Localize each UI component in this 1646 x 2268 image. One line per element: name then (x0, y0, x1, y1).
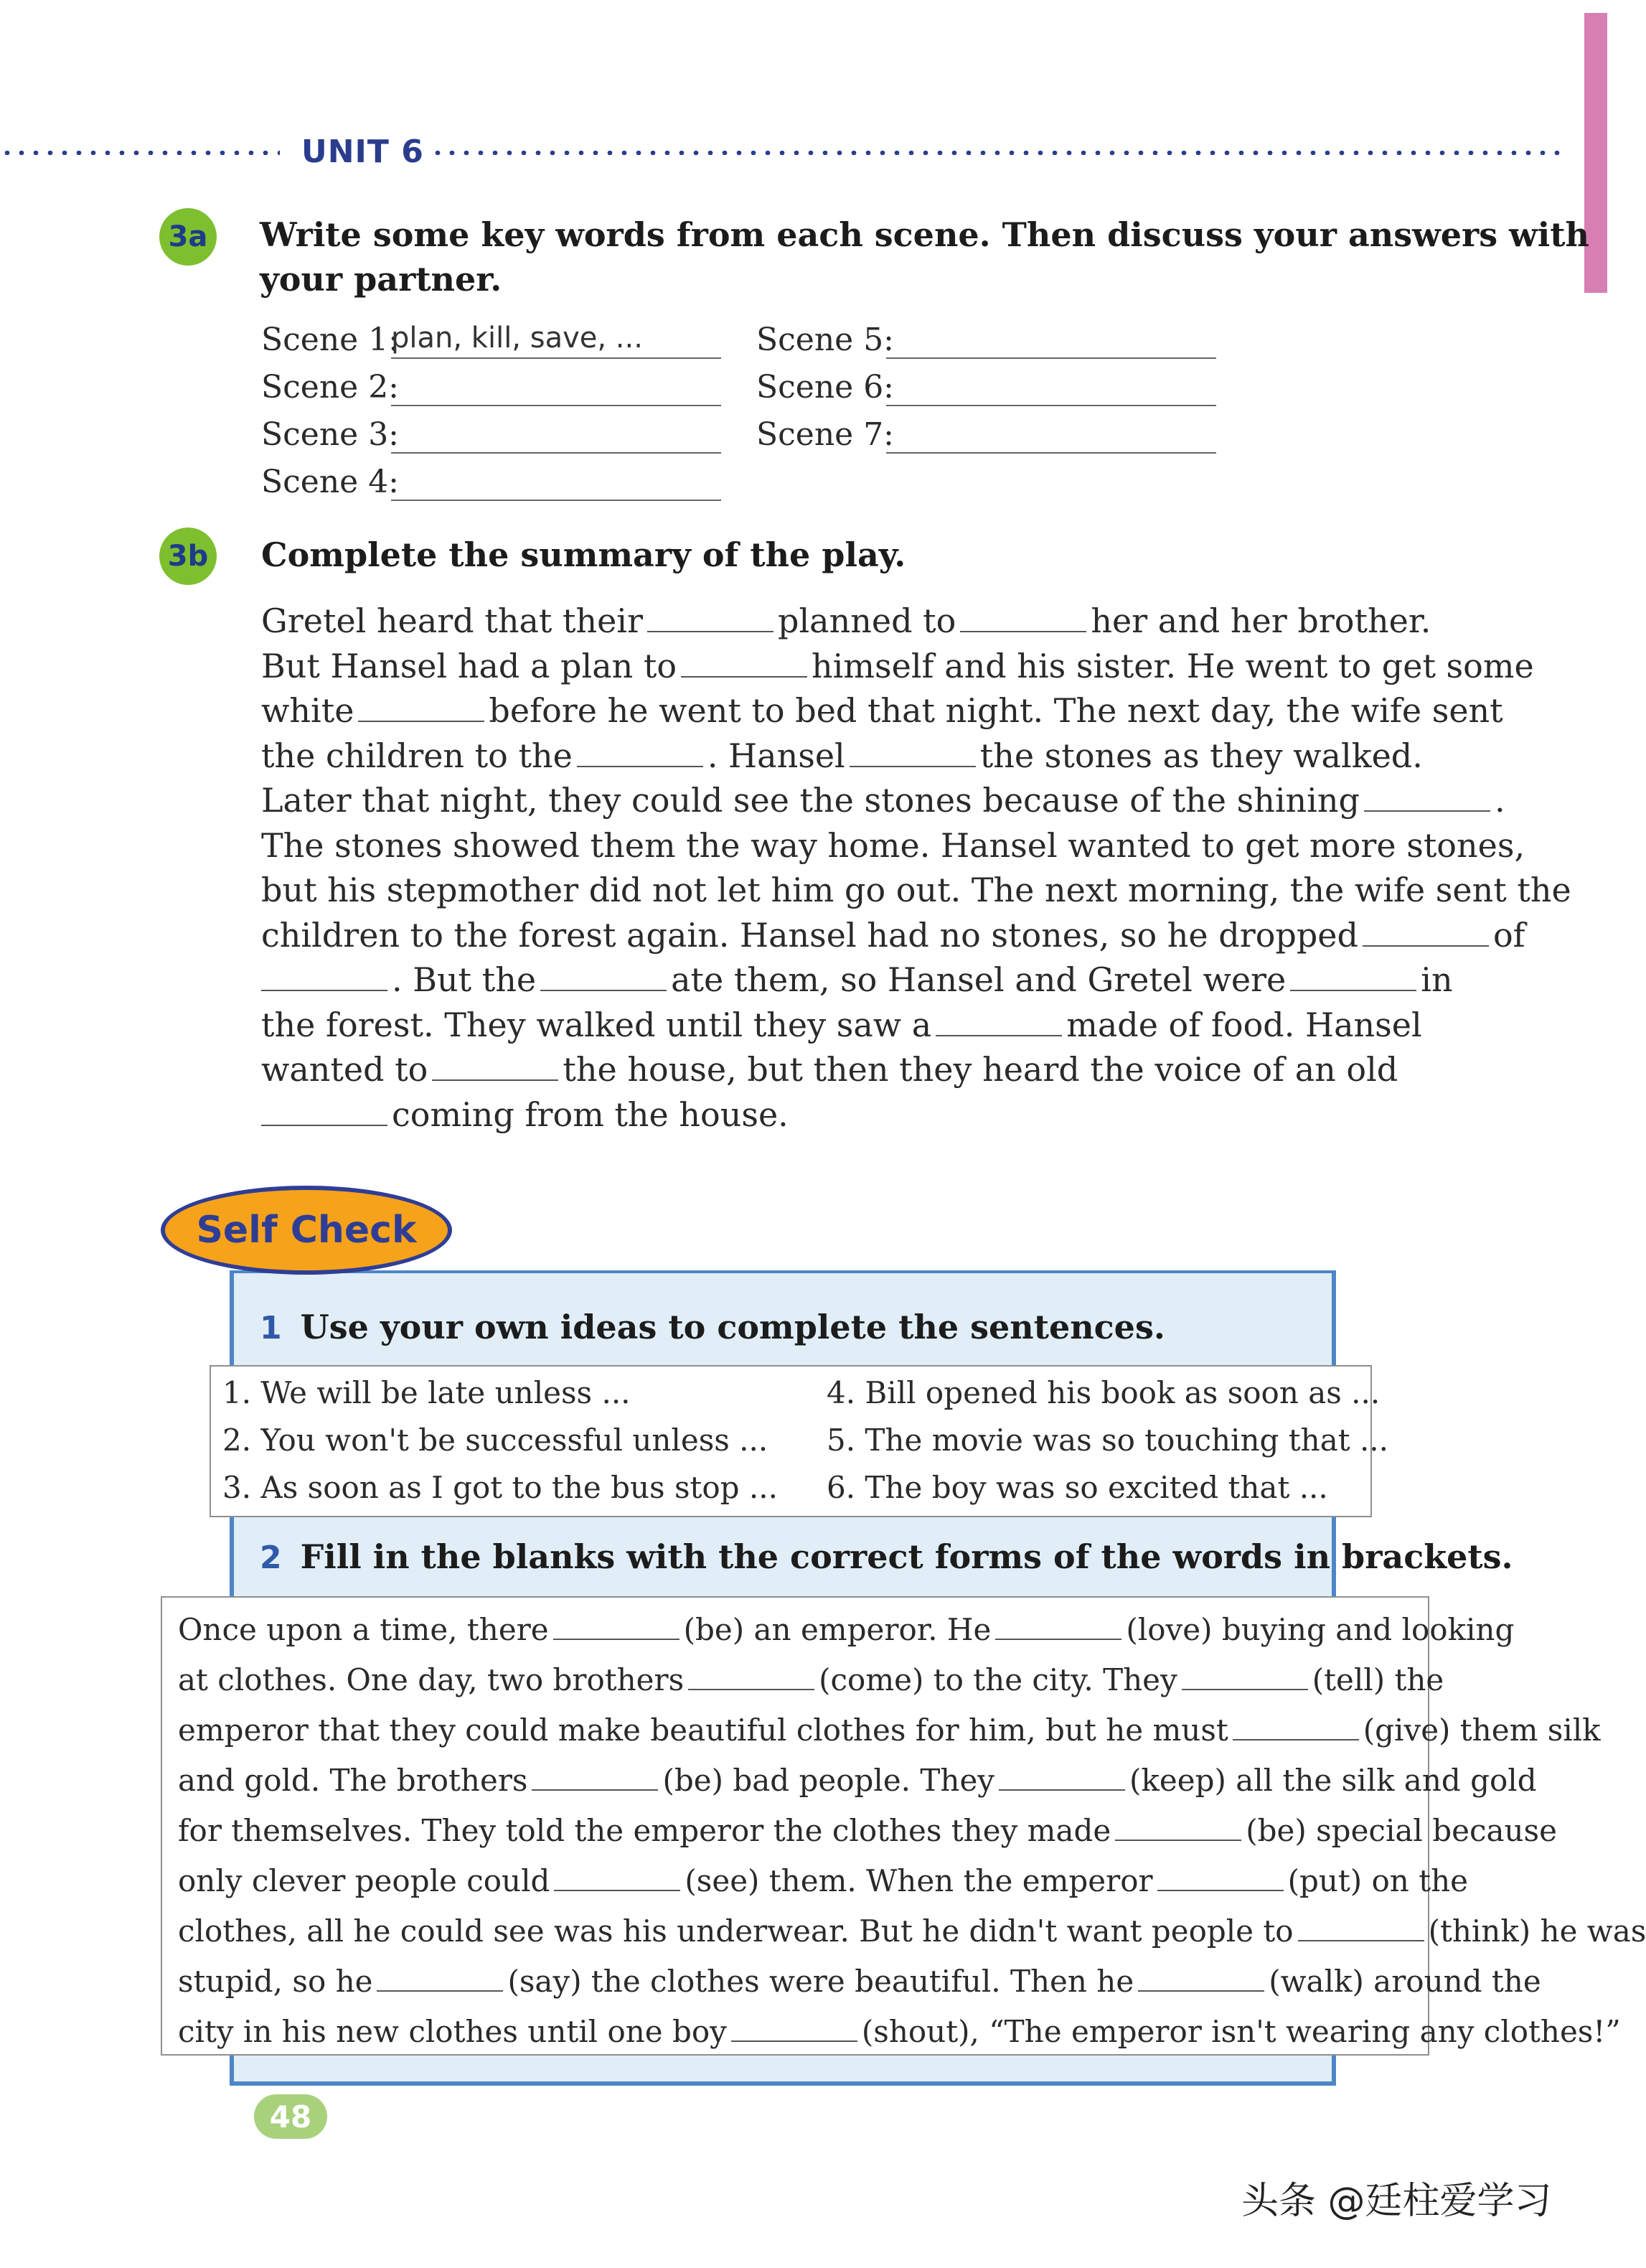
self-check-part1-heading: 1 Use your own ideas to complete the sentences. (260, 1308, 1165, 1346)
blank[interactable] (261, 1124, 387, 1126)
scene-answer[interactable]: plan, kill, save, ... (391, 322, 643, 355)
blank[interactable] (1157, 1889, 1284, 1891)
sentence-item: 4. Bill opened his book as soon as ... (827, 1375, 1381, 1410)
sentence-box (210, 1365, 1389, 1517)
blank[interactable] (432, 1079, 558, 1081)
instruction-3a: Write some key words from each scene. Then discuss your answers with your partner. (260, 215, 1589, 299)
blank[interactable] (1363, 945, 1489, 947)
summary-line: but his stepmother did not let him go out. The next morning, the wife sent the (261, 871, 1571, 909)
badge-3a: 3a (159, 208, 217, 266)
blank[interactable] (261, 989, 387, 991)
summary-line: white before he went to bed that night. The next day, the wife sent (261, 691, 1503, 730)
sentence-item: 2. You won't be successful unless ... (222, 1423, 768, 1458)
blank[interactable] (647, 630, 773, 632)
scene-label: Scene 6: (756, 369, 895, 406)
unit-label: UNIT 6 (301, 133, 424, 170)
story-line: clothes, all he could see was his underwear. But he didn't want people to (think) he was (178, 1913, 1646, 1949)
blank[interactable] (850, 765, 976, 767)
blank[interactable] (532, 1789, 658, 1791)
self-check-part2-heading: 2 Fill in the blanks with the correct forms of the words in brackets. (260, 1537, 1513, 1576)
summary-line: But Hansel had a plan to himself and his sister. He went to get some (261, 646, 1534, 685)
scene-label: Scene 1: (261, 322, 400, 358)
story-line: and gold. The brothers (be) bad people. They (keep) all the silk and gold (178, 1763, 1537, 1798)
blank[interactable] (1298, 1939, 1424, 1941)
scene-label: Scene 3: (261, 416, 400, 453)
badge-3b: 3b (159, 528, 217, 585)
page-number: 48 (254, 2094, 327, 2139)
scene-answer-line[interactable] (391, 452, 721, 454)
blank[interactable] (554, 1889, 680, 1891)
blank[interactable] (1233, 1738, 1359, 1740)
sentence-item: 1. We will be late unless ... (222, 1375, 631, 1410)
summary-line: coming from the house. (261, 1092, 1571, 1138)
summary-line: Gretel heard that their planned to her and her brother. (261, 601, 1431, 640)
blank[interactable] (577, 765, 703, 767)
blank[interactable] (358, 720, 484, 722)
blank[interactable] (540, 989, 667, 991)
blank[interactable] (731, 2040, 857, 2042)
scene-label: Scene 7: (756, 416, 895, 453)
story-box (161, 1596, 1646, 2056)
scene-answer-line[interactable] (391, 357, 721, 359)
summary-line: . But the ate them, so Hansel and Gretel were in (261, 957, 1571, 1003)
story-line: stupid, so he (say) the clothes were beautiful. Then he (walk) around the (178, 1964, 1541, 1999)
blank[interactable] (1182, 1688, 1308, 1690)
blank[interactable] (681, 675, 807, 678)
watermark: 头条 @廷柱爱学习 (1241, 2180, 1552, 2223)
story-paragraph (178, 1605, 1646, 2057)
self-check-title: Self Check (161, 1186, 452, 1275)
blank[interactable] (936, 1034, 1062, 1036)
story-line: Once upon a time, there (be) an emperor. He (love) buying and looking (178, 1612, 1515, 1647)
blank[interactable] (1115, 1839, 1241, 1841)
story-line: for themselves. They told the emperor the clothes they made (be) special because (178, 1813, 1557, 1848)
scene-label: Scene 4: (261, 464, 400, 500)
summary-line: the forest. They walked until they saw a made of food. Hansel (261, 1005, 1422, 1044)
scene-answer-line[interactable] (391, 500, 721, 501)
blank[interactable] (999, 1789, 1125, 1791)
sentence-item: 5. The movie was so touching that ... (827, 1423, 1389, 1458)
scene-label: Scene 2: (261, 369, 400, 406)
blank[interactable] (1138, 1990, 1264, 1992)
sentence-item: 6. The boy was so excited that ... (827, 1470, 1328, 1505)
story-line: at clothes. One day, two brothers (come) to the city. They (tell) the (178, 1662, 1444, 1697)
blank[interactable] (1364, 810, 1490, 812)
summary-paragraph (261, 599, 1571, 1137)
part-number: 1 (260, 1310, 282, 1346)
scene-answer-line[interactable] (886, 405, 1216, 406)
blank[interactable] (688, 1688, 814, 1690)
summary-line: children to the forest again. Hansel had no stones, so he dropped of (261, 915, 1525, 955)
blank[interactable] (995, 1638, 1121, 1640)
header-dotted-rule-right (431, 151, 1564, 155)
story-line: city in his new clothes until one boy (shout), “The emperor isn't wearing any clothes!” (178, 2014, 1621, 2049)
blank[interactable] (1290, 989, 1416, 991)
scene-answer-line[interactable] (391, 405, 721, 406)
scene-answer-line[interactable] (886, 357, 1216, 359)
summary-line: wanted to the house, but then they heard the voice of an old (261, 1050, 1398, 1089)
instruction-3b: Complete the summary of the play. (261, 535, 906, 574)
blank[interactable] (377, 1990, 503, 1992)
scene-label: Scene 5: (756, 322, 895, 358)
summary-line: the children to the . Hansel the stones as they walked. (261, 736, 1423, 775)
scene-answer-line[interactable] (886, 452, 1216, 454)
blank[interactable] (960, 630, 1086, 632)
story-line: only clever people could (see) them. When the emperor (put) on the (178, 1863, 1468, 1898)
sentence-item: 3. As soon as I got to the bus stop ... (222, 1470, 778, 1505)
blank[interactable] (553, 1638, 679, 1640)
part-number: 2 (260, 1540, 282, 1576)
header-dotted-rule-left (0, 151, 280, 155)
summary-line: Later that night, they could see the stones because of the shining . (261, 781, 1505, 820)
story-line: emperor that they could make beautiful clothes for him, but he must (give) them silk (178, 1712, 1601, 1748)
summary-line: The stones showed them the way home. Hansel wanted to get more stones, (261, 825, 1525, 865)
